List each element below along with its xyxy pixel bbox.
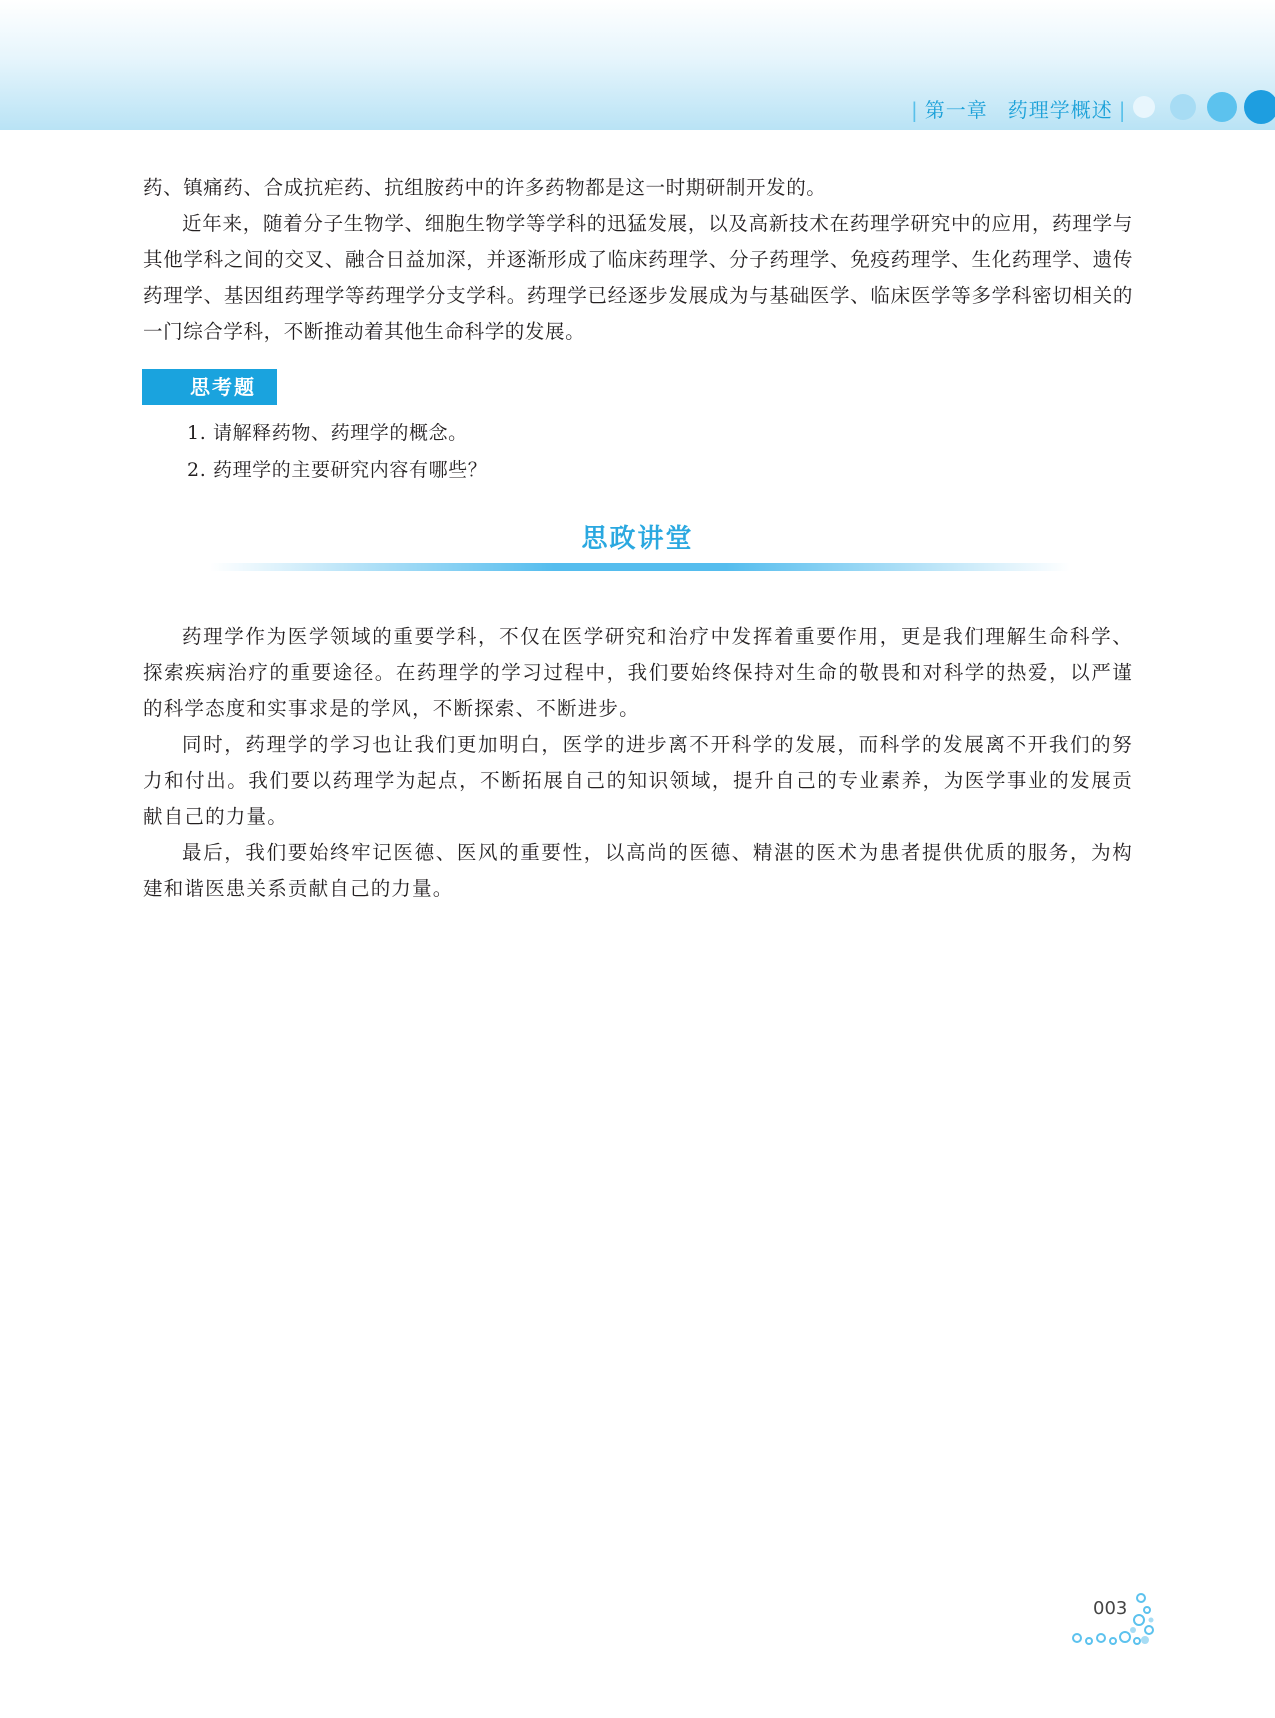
header-divider-right: | (1118, 98, 1127, 122)
ideology-paragraph: 药理学作为医学领域的重要学科，不仅在医学研究和治疗中发挥着重要作用，更是我们理解生命科学、探索疾病治疗的重要途径。在药理学的学习过程中，我们要始终保持对生命的敬畏和对科学的热爱，以严谨的科学态度和实事求是的学风，不断探索、不断进步。 (143, 625, 1133, 720)
ideology-paragraph: 最后，我们要始终牢记医德、医风的重要性，以高尚的医德、精湛的医术为患者提供优质的服务，为构建和谐医患关系贡献自己的力量。 (143, 841, 1133, 900)
header-dot (1244, 90, 1275, 124)
chapter-title: 药理学概述 (1007, 98, 1113, 122)
chapter-number: 第一章 (924, 98, 988, 122)
title-underline (210, 563, 1070, 571)
questions-list (187, 415, 487, 489)
header-dot (1207, 92, 1237, 122)
running-header (905, 94, 1133, 123)
question-item: 2. 药理学的主要研究内容有哪些？ (187, 459, 488, 481)
body-paragraph: 药、镇痛药、合成抗疟药、抗组胺药中的许多药物都是这一时期研制开发的。 (143, 176, 827, 199)
header-dot (1133, 96, 1155, 118)
page-number: 003 (1093, 1598, 1128, 1619)
header-dot (1170, 94, 1196, 120)
body-paragraph: 近年来，随着分子生物学、细胞生物学等学科的迅猛发展，以及高新技术在药理学研究中的应用，药理学与其他学科之间的交叉、融合日益加深，并逐渐形成了临床药理学、分子药理学、免疫药理学、生化药理学、遗传药理学、基因组药理学等药理学分支学科。药理学已经逐步发展成为与基础医学、临床医学等多学科密切相关的一门综合学科，不断推动着其他生命科学的发展。 (143, 212, 1133, 343)
ideology-paragraph: 同时，药理学的学习也让我们更加明白，医学的进步离不开科学的发展，而科学的发展离不开我们的努力和付出。我们要以药理学为起点，不断拓展自己的知识领域，提升自己的专业素养，为医学事业的发展贡献自己的力量。 (143, 733, 1133, 828)
questions-label: 思考题 (142, 369, 277, 405)
question-item: 1. 请解释药物、药理学的概念。 (187, 422, 468, 444)
header-divider-left: | (911, 98, 919, 122)
section-title: 思政讲堂 (581, 524, 694, 554)
